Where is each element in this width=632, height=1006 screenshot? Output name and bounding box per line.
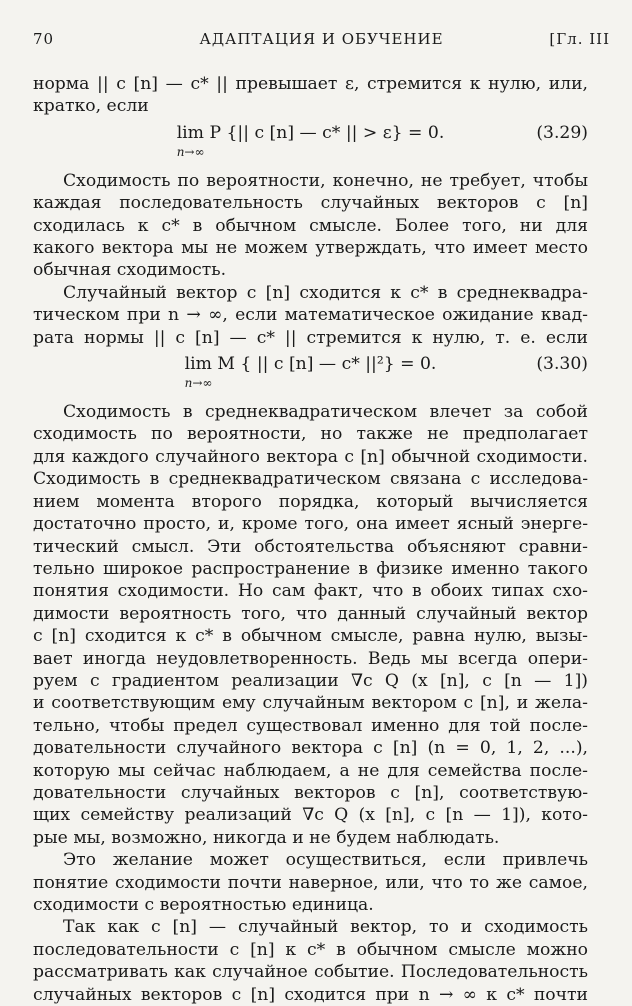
text-line: тельно широкое распространение в физике именно такого	[33, 558, 588, 579]
text-line: достаточно просто, и, кроме того, она имеет ясный энерге-	[33, 514, 588, 535]
text-line: довательности случайных векторов c [n], соответствую-	[33, 782, 588, 803]
text-line: руем с градиентом реализации ∇c Q (x [n], c [n — 1])	[33, 670, 588, 691]
text-line: щих семейству реализаций ∇c Q (x [n], c [n — 1]), кото-	[33, 805, 588, 826]
running-title: АДАПТАЦИЯ И ОБУЧЕНИЕ	[199, 30, 444, 48]
equation-number: (3.30)	[536, 354, 588, 375]
paragraph	[33, 282, 588, 349]
text-line: понятие сходимости почти наверное, или, что то же самое,	[33, 872, 588, 893]
text-line: обычная сходимость.	[33, 260, 227, 281]
page-number: 70	[33, 30, 55, 48]
text-line: кратко, если	[33, 96, 149, 117]
equation-number: (3.29)	[536, 122, 588, 143]
equation-expression: P {|| c [n] — c* || > ε} = 0.	[209, 122, 445, 143]
text-line: c [n] сходится к c* в обычном смысле, равна нулю, вызы-	[33, 626, 588, 647]
text-line: сходилась к c* в обычном смысле. Более того, ни для	[33, 215, 588, 236]
text-line: Сходимость по вероятности, конечно, не требует, чтобы	[63, 170, 588, 191]
text-line: рассматривать как случайное событие. Последовательность	[33, 962, 588, 983]
text-line: Случайный вектор c [n] сходится к c* в среднеквадра-	[63, 282, 588, 303]
paragraph	[33, 916, 588, 1006]
paragraph	[33, 170, 588, 282]
text-line: рата нормы || c [n] — c* || стремится к нулю, т. е. если	[33, 327, 588, 348]
text-line: Это желание может осуществиться, если привлечь	[63, 850, 588, 871]
equation-3-30	[33, 349, 588, 401]
text-line: сходимости с вероятностью единица.	[33, 895, 374, 915]
text-line: тельно, чтобы предел существовал именно для той после-	[33, 715, 588, 736]
text-line: Так как c [n] — случайный вектор, то и сходимость	[63, 917, 588, 938]
equation-expression: M { || c [n] — c* ||²} = 0.	[217, 354, 437, 375]
text-line: которую мы сейчас наблюдаем, а не для семейства после-	[33, 760, 588, 781]
text-line: случайных векторов c [n] сходится при n → ∞ к c* почти	[33, 984, 588, 1005]
running-header	[33, 30, 610, 54]
text-line: какого вектора мы не можем утверждать, что имеет место	[33, 238, 588, 259]
equation-3-29	[33, 118, 588, 170]
text-line: каждая последовательность случайных векторов c [n]	[33, 193, 588, 214]
text-line: нием момента второго порядка, который вычисляется	[33, 491, 588, 512]
text-line: последовательности c [n] к c* в обычном смысле можно	[33, 939, 588, 960]
text-line: Сходимость в среднеквадратическом связана с исследова-	[33, 469, 588, 490]
text-line: Сходимость в среднеквадратическом влечет за собой	[63, 402, 588, 423]
text-line: для каждого случайного вектора c [n] обычной сходимости.	[33, 446, 588, 467]
lim-subscript: n→∞	[184, 376, 213, 391]
text-line: вает иногда неудовлетворенность. Ведь мы всегда опери-	[33, 648, 588, 669]
paragraph	[33, 849, 588, 916]
chapter-marker: [Гл. III	[549, 30, 610, 48]
text-line: понятия сходимости. Но сам факт, что в обоих типах схо-	[33, 581, 588, 602]
lim-operator: lim	[184, 354, 212, 375]
text-line: тическом при n → ∞, если математическое ожидание квад-	[33, 305, 588, 326]
text-line: довательности случайного вектора c [n] (n = 0, 1, 2, ...),	[33, 738, 588, 759]
text-line: димости вероятность того, что данный случайный вектор	[33, 603, 588, 624]
text-line: и соответствующим ему случайным вектором c [n], и жела-	[33, 693, 588, 714]
lim-subscript: n→∞	[176, 144, 205, 159]
text-line: рые мы, возможно, никогда и не будем наблюдать.	[33, 827, 500, 848]
lim-operator: lim	[176, 122, 204, 143]
text-line: сходимость по вероятности, но также не предполагает	[33, 424, 588, 445]
paragraph	[33, 401, 588, 849]
text-line: тический смысл. Эти обстоятельства объясняют сравни-	[33, 536, 588, 557]
body-text	[33, 73, 588, 1006]
paragraph	[33, 73, 588, 118]
text-line: норма || c [n] — c* || превышает ε, стремится к нулю, или,	[33, 74, 588, 94]
